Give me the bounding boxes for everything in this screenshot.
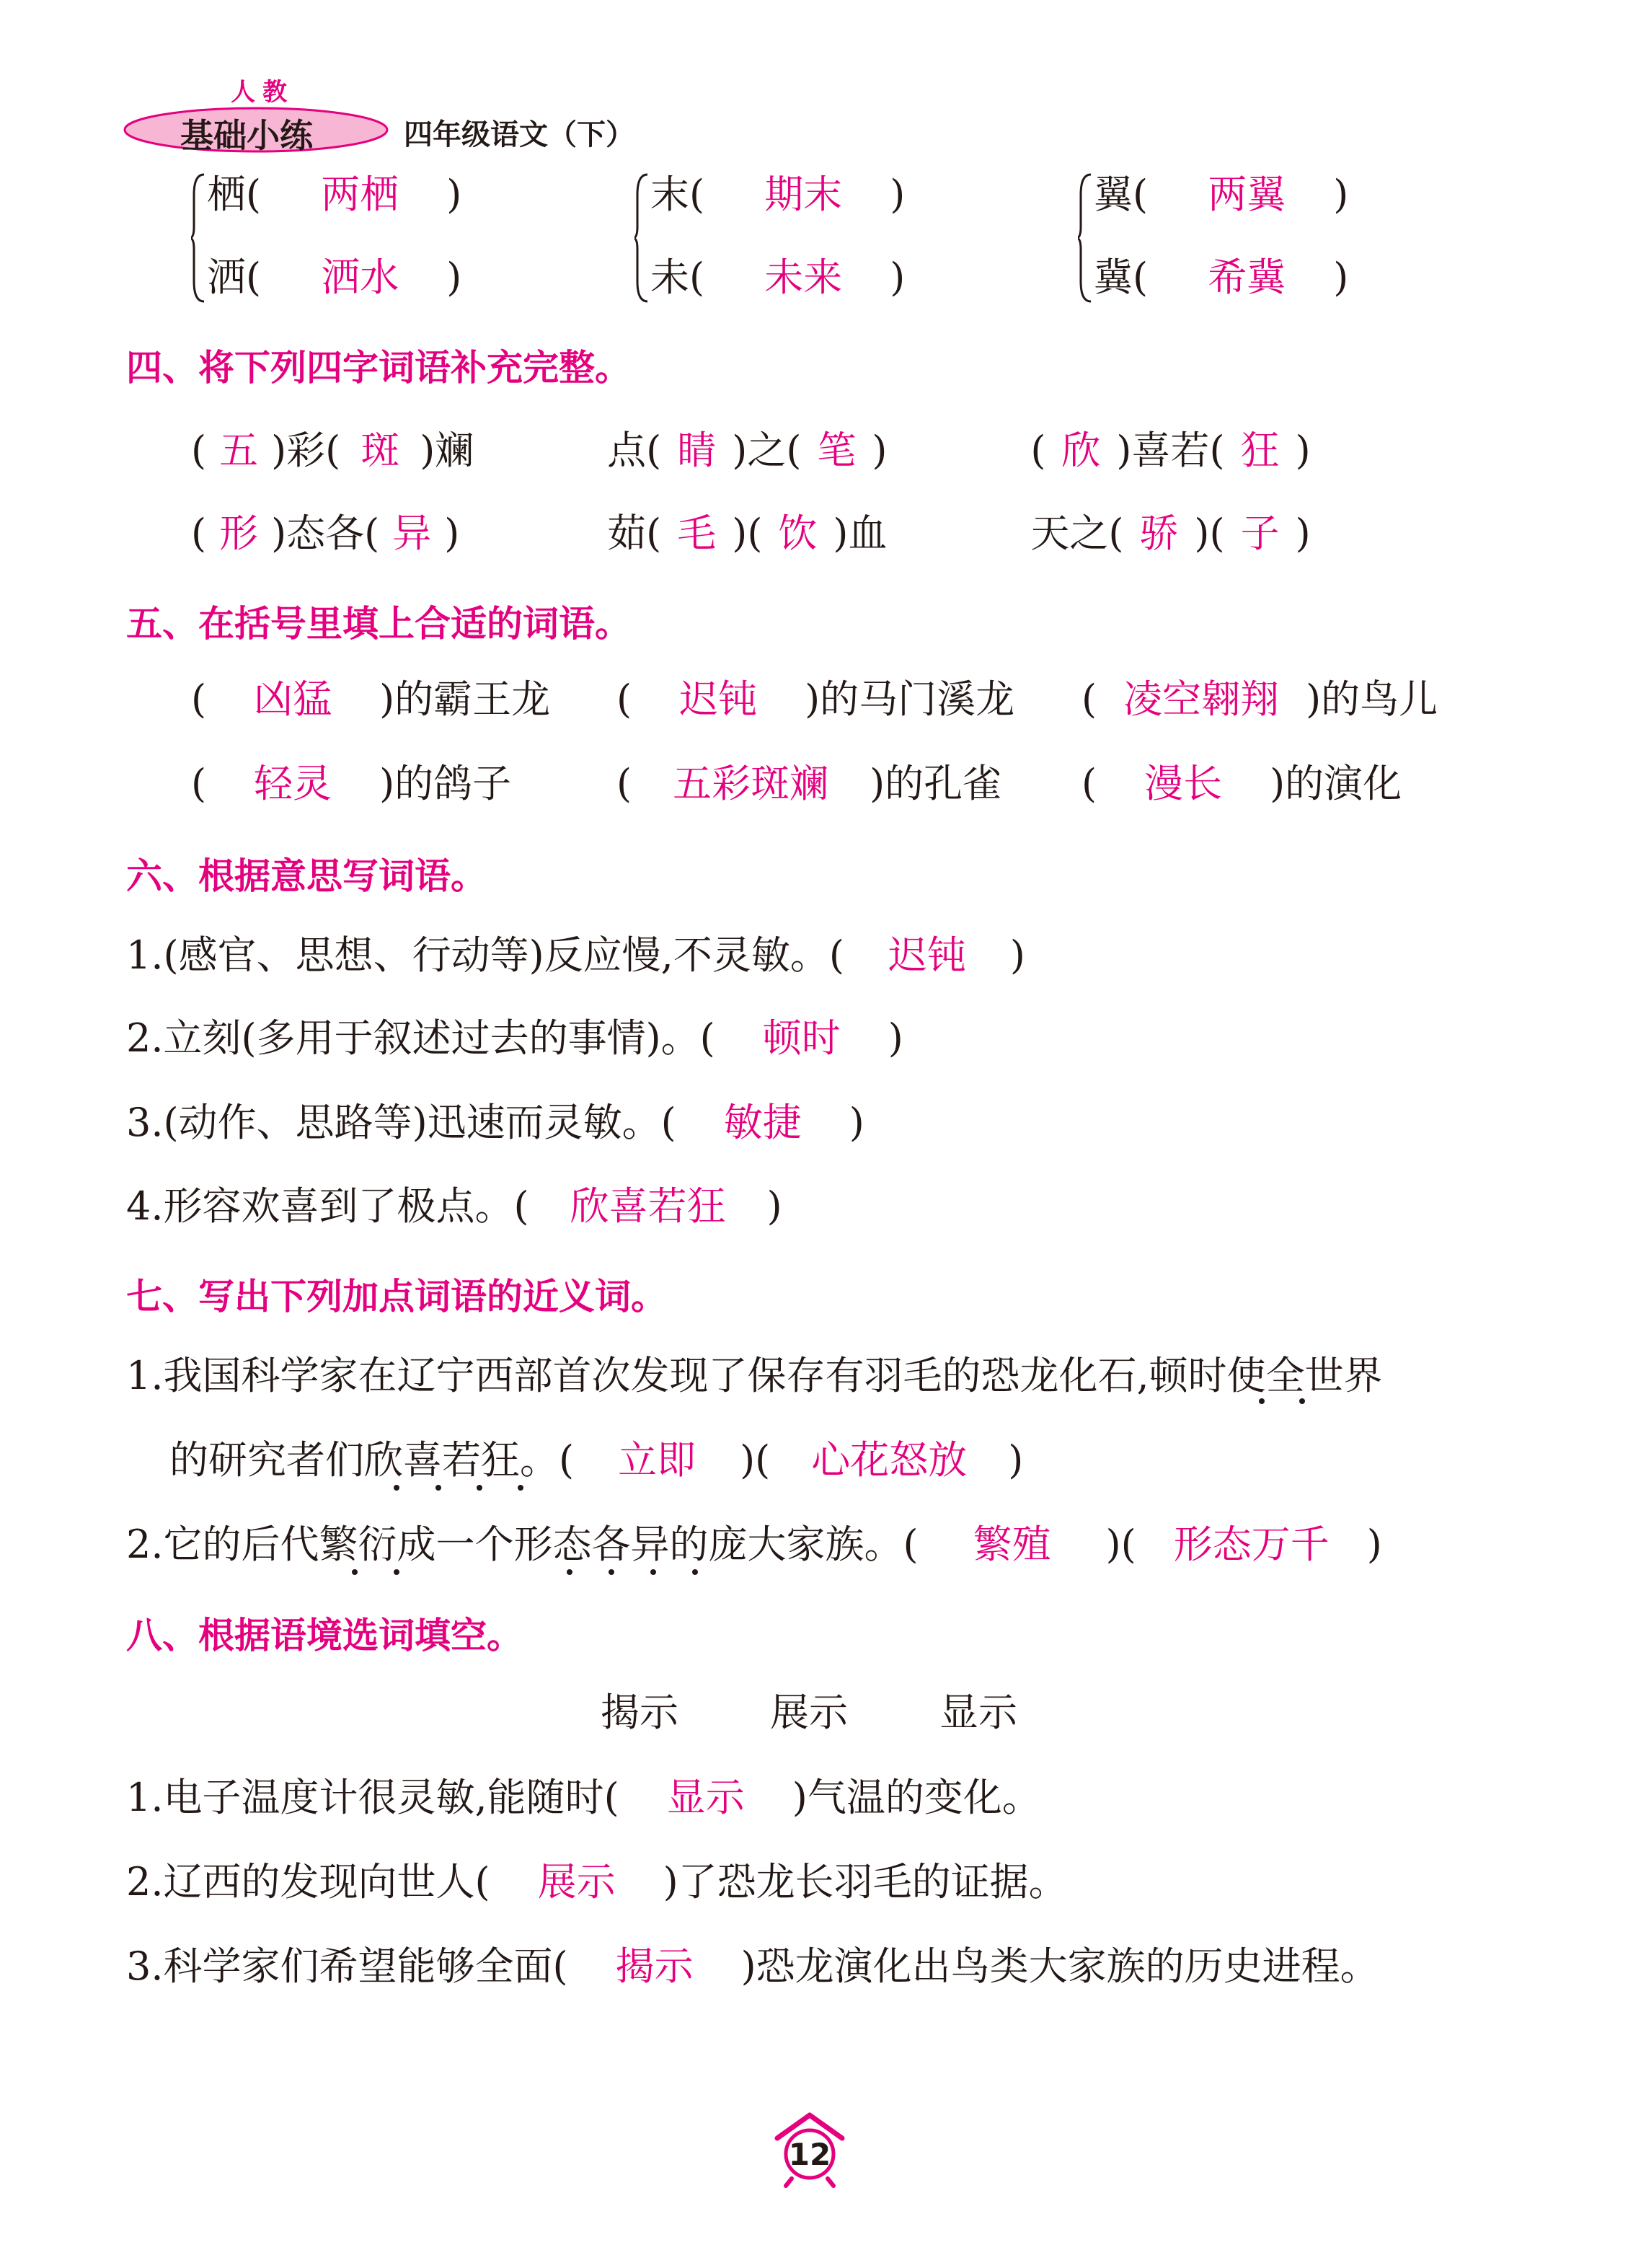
idiom-item: 茹( 毛 )( 饮 )血 bbox=[607, 511, 888, 556]
idiom-item: ( 五 )彩( 斑 )斓 bbox=[191, 428, 474, 473]
word-bank-item: 展示 bbox=[770, 1690, 848, 1735]
answer: 希冀 bbox=[1208, 255, 1286, 300]
char-pair-row: 栖( 两栖 ) bbox=[207, 169, 461, 220]
idiom-item: 天之( 骄 )( 子 ) bbox=[1030, 511, 1311, 556]
word-bank-item: 显示 bbox=[939, 1690, 1017, 1735]
char-pair-row: 末( 期末 ) bbox=[650, 169, 905, 220]
section5-title: 五、在括号里填上合适的词语。 bbox=[126, 603, 631, 645]
page-number-badge bbox=[770, 2109, 849, 2189]
answer: 未来 bbox=[764, 255, 843, 300]
header-publisher: 人教 bbox=[231, 78, 294, 107]
page-number: 12 bbox=[788, 2137, 831, 2172]
meaning-item-3: 3.(动作、思路等)迅速而灵敏。( 敏捷 ) bbox=[126, 1100, 864, 1145]
answer: 期末 bbox=[764, 172, 843, 217]
context-item-2: 2.辽西的发现向世人( 展示 )了恐龙长羽毛的证据。 bbox=[126, 1859, 1068, 1905]
fill-item: ( 凶猛 )的霸王龙 bbox=[191, 676, 551, 722]
section8-title: 八、根据语境选词填空。 bbox=[126, 1615, 523, 1656]
emphasis-dots bbox=[382, 1482, 555, 1496]
context-item-3: 3.科学家们希望能够全面( 揭示 )恐龙演化出鸟类大家族的历史进程。 bbox=[126, 1943, 1379, 1989]
idiom-item: 点( 睛 )之( 笔 ) bbox=[607, 428, 888, 473]
brace-icon bbox=[634, 173, 649, 303]
word-bank bbox=[601, 1687, 1017, 1738]
fill-item: ( 漫长 )的演化 bbox=[1081, 761, 1402, 806]
meaning-item-2: 2.立刻(多用于叙述过去的事情)。( 顿时 ) bbox=[126, 1015, 903, 1061]
idiom-item: ( 形 )态各( 异 ) bbox=[191, 511, 460, 556]
idiom-item: ( 欣 )喜若( 狂 ) bbox=[1030, 428, 1311, 473]
header bbox=[123, 72, 714, 159]
answer: 两栖 bbox=[321, 172, 399, 217]
char: 末 bbox=[650, 172, 689, 217]
char: 未 bbox=[650, 255, 689, 300]
header-series: 基础小练 bbox=[180, 116, 313, 155]
fill-row-1 bbox=[191, 674, 1438, 725]
char-pair-row: 未( 未来 ) bbox=[650, 252, 905, 303]
synonym-q2: 2.它的后代繁衍成一个形态各异的庞大家族。( 繁殖 )( 形态万千 ) bbox=[126, 1522, 1382, 1567]
fill-item: ( 轻灵 )的鸽子 bbox=[191, 761, 512, 806]
char: 翼 bbox=[1094, 172, 1133, 217]
header-grade-subject: 四年级语文（下） bbox=[404, 118, 634, 151]
brace-icon bbox=[191, 173, 205, 303]
char-pair-row: 冀( 希冀 ) bbox=[1094, 252, 1348, 303]
word-bank-item: 揭示 bbox=[601, 1690, 678, 1735]
fill-row-2 bbox=[191, 759, 1402, 809]
section6-title: 六、根据意思写词语。 bbox=[126, 855, 487, 897]
synonym-q1-line1: 1.我国科学家在辽宁西部首次发现了保存有羽毛的恐龙化石,顿时使全世界 bbox=[126, 1353, 1383, 1398]
context-item-1: 1.电子温度计很灵敏,能随时( 显示 )气温的变化。 bbox=[126, 1775, 1041, 1820]
section4-title: 四、将下列四字词语补充完整。 bbox=[126, 347, 631, 389]
char: 冀 bbox=[1094, 255, 1133, 300]
synonym-q1-line2: 的研究者们欣喜若狂。( 立即 )( 心花怒放 ) bbox=[169, 1437, 1024, 1483]
idiom-row-2 bbox=[191, 508, 1405, 559]
char: 洒 bbox=[207, 255, 246, 300]
char-pair-row: 翼( 两翼 ) bbox=[1094, 169, 1348, 220]
fill-item: ( 五彩斑斓 )的孔雀 bbox=[616, 761, 1002, 806]
emphasis-dots bbox=[1246, 1395, 1332, 1410]
idiom-row-1 bbox=[191, 425, 1405, 476]
meaning-item-1: 1.(感官、思想、行动等)反应慢,不灵敏。( 迟钝 ) bbox=[126, 932, 1025, 978]
section7-title: 七、写出下列加点词语的近义词。 bbox=[126, 1276, 667, 1318]
meaning-item-4: 4.形容欢喜到了极点。( 欣喜若狂 ) bbox=[126, 1183, 782, 1229]
fill-item: ( 凌空翱翔 )的鸟儿 bbox=[1081, 676, 1438, 722]
answer: 两翼 bbox=[1208, 172, 1286, 217]
char-pair-row: 洒( 洒水 ) bbox=[207, 252, 461, 303]
answer: 洒水 bbox=[321, 255, 399, 300]
emphasis-dots bbox=[339, 1566, 714, 1581]
fill-item: ( 迟钝 )的马门溪龙 bbox=[616, 676, 1015, 722]
char: 栖 bbox=[207, 172, 246, 217]
brace-icon bbox=[1078, 173, 1092, 303]
